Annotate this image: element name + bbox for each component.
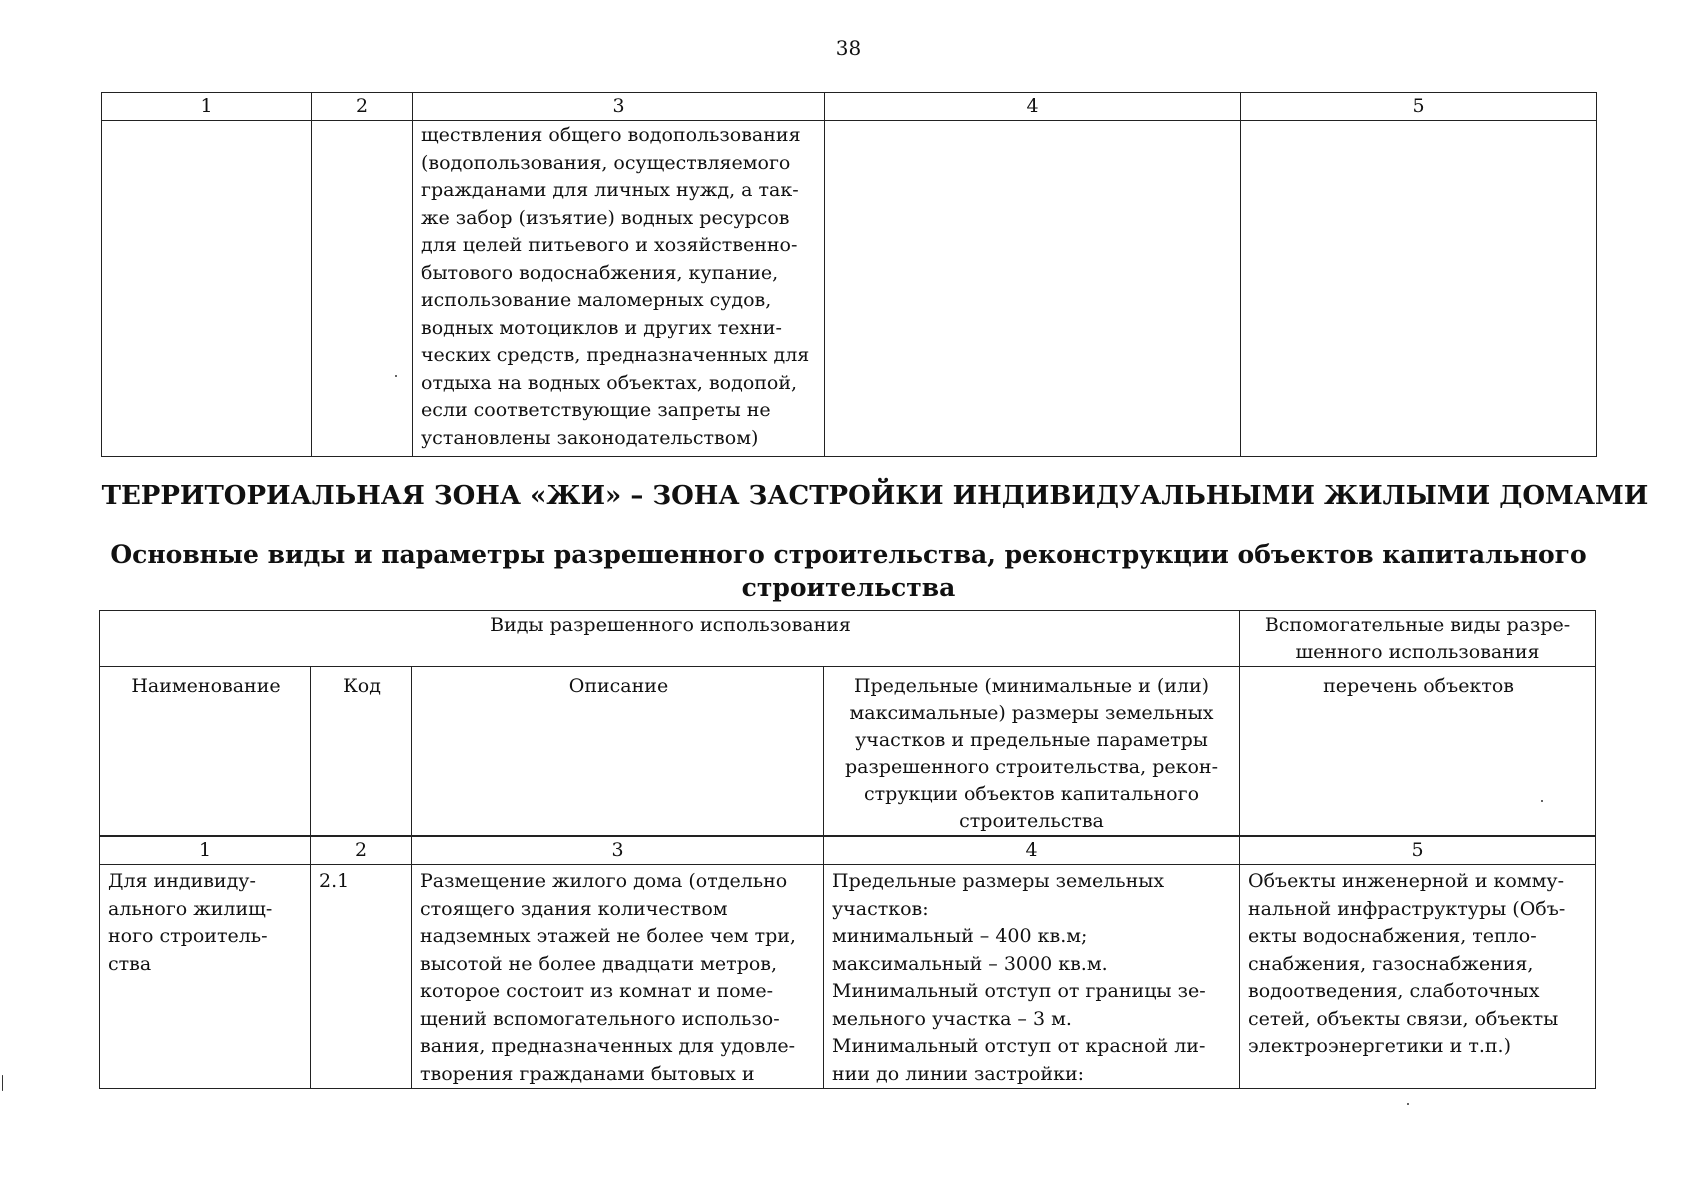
column-number-row [100,836,1596,865]
description-line: которое состоит из комнат и поме- [420,980,773,1002]
description-header: Описание [412,667,824,837]
description-line: щений вспомогательного использо- [420,1007,780,1030]
permitted-uses-header: Виды разрешенного использования [100,611,1240,667]
column-number-row [102,93,1597,121]
column-number: 3 [413,93,825,121]
objects-header: перечень объектов [1240,667,1596,837]
scan-speck [395,375,397,377]
column-header-row [100,667,1596,837]
objects-line: сетей, объекты связи, объекты [1248,1007,1559,1030]
limits-header-line: строительства [959,810,1104,832]
code-cell: 2.1 [311,865,412,1089]
continuation-table [101,92,1597,457]
objects-line: нальной инфраструктуры (Объ- [1248,897,1566,920]
objects-line: электроэнергетики и т.п.) [1248,1035,1511,1057]
name-line: ального жилищ- [108,897,273,920]
description-line: если соответствующие запреты не [421,399,771,421]
description-line: бытового водоснабжения, купание, [421,261,779,284]
objects-line: екты водоснабжения, тепло- [1248,925,1537,947]
objects-cell [1241,121,1597,457]
limits-line: максимальный – 3000 кв.м. [832,952,1108,975]
limits-header [824,667,1240,837]
table-row [102,121,1597,457]
group-header-row [100,611,1596,667]
limits-line: Минимальный отступ от красной ли- [832,1035,1206,1057]
column-number: 1 [100,836,311,865]
auxiliary-header-line: Вспомогательные виды разре- [1264,614,1571,636]
limits-header-line: участков и предельные параметры [855,729,1208,751]
description-line: (водопользования, осуществляемого [421,151,791,174]
name-line: ного строитель- [108,925,268,947]
auxiliary-uses-header [1240,611,1596,667]
code-header: Код [311,667,412,837]
page-number: 38 [835,36,862,60]
description-line: водных мотоциклов и других техни- [421,316,782,339]
column-number: 2 [312,93,413,121]
description-cell [413,121,825,457]
description-line: же забор (изъятие) водных ресурсов [421,206,790,229]
section-title-line: строительства [741,573,956,602]
limits-line: минимальный – 400 кв.м; [832,925,1088,947]
limits-line: Предельные размеры земельных [832,870,1165,892]
scan-speck [1407,1103,1409,1105]
description-line: отдыха на водных объектах, водопой, [421,371,798,394]
limits-cell [825,121,1241,457]
objects-cell [1240,865,1596,1089]
objects-line: водоотведения, слаботочных [1248,980,1540,1002]
limits-header-line: Предельные (минимальные и (или) [853,675,1210,697]
objects-line: Объекты инженерной и комму- [1248,870,1565,892]
description-line: высотой не более двадцати метров, [420,952,778,975]
column-number: 4 [824,836,1240,865]
name-cell [100,865,311,1089]
limits-line: мельного участка – 3 м. [832,1007,1072,1030]
limits-line: нии до линии застройки: [832,1062,1085,1085]
scan-speck [2,1075,3,1091]
name-line: ства [108,952,152,975]
objects-line: снабжения, газоснабжения, [1248,952,1534,975]
name-cell [102,121,312,457]
zone-title: ТЕРРИТОРИАЛЬНАЯ ЗОНА «ЖИ» – ЗОНА ЗАСТРОЙКИ ИНДИВИДУАЛЬНЫМИ ЖИЛЫМИ ДОМАМИ [101,481,1649,511]
column-number: 2 [311,836,412,865]
column-number: 4 [825,93,1241,121]
limits-cell [824,865,1240,1089]
table-row [100,865,1596,1089]
column-number: 1 [102,93,312,121]
column-number: 5 [1241,93,1597,121]
permitted-use-table [99,610,1596,1089]
description-line: вания, предназначенных для удовле- [420,1035,796,1057]
name-header: Наименование [100,667,311,837]
scan-speck [1541,800,1543,802]
description-line: стоящего здания количеством [420,897,728,920]
description-line: ческих средств, предназначенных для [421,344,810,366]
description-line: ществления общего водопользования [421,124,801,146]
column-number: 3 [412,836,824,865]
description-line: использование маломерных судов, [421,289,772,311]
auxiliary-header-line: шенного использования [1295,641,1540,663]
description-line: творения гражданами бытовых и [420,1062,755,1085]
description-line: для целей питьевого и хозяйственно- [421,234,798,256]
limits-header-line: разрешенного строительства, рекон- [845,756,1219,778]
section-title-line: Основные виды и параметры разрешенного строительства, реконструкции объектов капитального [110,540,1587,569]
column-number: 5 [1240,836,1596,865]
description-line: гражданами для личных нужд, а так- [421,179,799,201]
limits-header-line: максимальные) размеры земельных [849,702,1214,724]
section-title [0,538,1697,604]
code-cell [312,121,413,457]
limits-line: участков: [832,897,929,920]
name-line: Для индивиду- [108,870,256,892]
limits-header-line: струкции объектов капитального [864,783,1200,805]
limits-line: Минимальный отступ от границы зе- [832,980,1206,1002]
description-line: Размещение жилого дома (отдельно [420,870,788,892]
description-line: установлены законодательством) [421,426,759,449]
description-line: надземных этажей не более чем три, [420,925,796,947]
description-cell [412,865,824,1089]
